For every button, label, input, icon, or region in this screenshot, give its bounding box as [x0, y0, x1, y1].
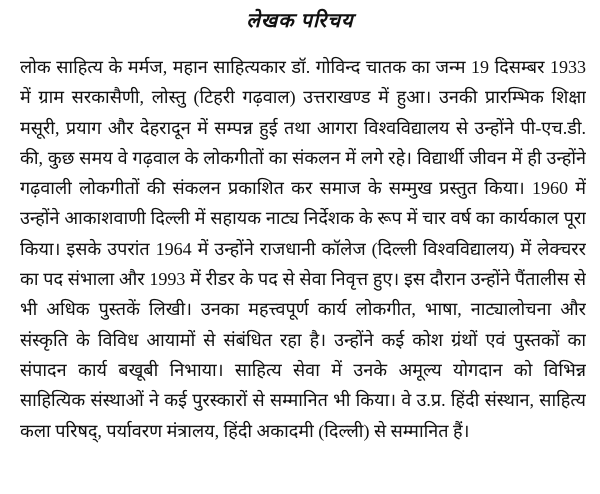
paragraph-line: भी अधिक पुस्तकें लिखी। उनका महत्त्वपूर्ण कार्य लोकगीत, भाषा, नाट्यालोचना और: [20, 299, 586, 320]
paragraph-line: लोक साहित्य के मर्मज, महान साहित्यकार डॉ. गोविन्द चातक का जन्म 19 दिसम्बर 1933: [20, 57, 586, 77]
paragraph-line: साहित्यिक संस्थाओं ने कई पुरस्कारों से सम्मानित भी किया। वे उ.प्र. हिंदी संस्थान, साहित्य: [20, 390, 586, 411]
paragraph-line: में ग्राम सरकासैणी, लोस्तु (टिहरी गढ़वाल) उत्तराखण्ड में हुआ। उनकी प्रारम्भिक शिक्षा: [20, 87, 586, 108]
paragraph-line: कला परिषद्, पर्यावरण मंत्रालय, हिंदी अकादमी (दिल्ली) से सम्मानित हैं।: [20, 420, 470, 441]
paragraph-line: मसूरी, प्रयाग और देहरादून में सम्पन्न हुई तथा आगरा विश्वविद्यालय से उन्होंने पी-एच.डी.: [20, 117, 586, 138]
paragraph-line: संस्कृति के विविध आयामों से संबंधित रहा है। उन्होंने कई कोश ग्रंथों एवं पुस्तकों का: [20, 329, 586, 350]
paragraph-line: गढ़वाली लोकगीतों की संकलन प्रकाशित कर समाज के सम्मुख प्रस्तुत किया। 1960 में: [20, 178, 586, 199]
biography-paragraph: [20, 52, 586, 446]
paragraph-line: संपादन कार्य बखूबी निभाया। साहित्य सेवा में उनके अमूल्य योगदान को विभिन्न: [20, 359, 586, 380]
paragraph-line: की, कुछ समय वे गढ़वाल के लोकगीतों का संकलन में लगे रहे। विद्यार्थी जीवन में ही उन्होंने: [20, 147, 586, 168]
paragraph-line: का पद संभाला और 1993 में रीडर के पद से सेवा निवृत्त हुए। इस दौरान उन्होंने पैंतालीस से: [20, 269, 586, 290]
paragraph-line: उन्होंने आकाशवाणी दिल्ली में सहायक नाट्य निर्देशक के रूप में चार वर्ष का कार्यकाल पूरा: [20, 208, 586, 229]
paragraph-line: किया। इसके उपरांत 1964 में उन्होंने राजधानी कॉलेज (दिल्ली विश्वविद्यालय) में लेक्चरर: [20, 238, 586, 259]
section-title: लेखक परिचय: [246, 10, 354, 32]
